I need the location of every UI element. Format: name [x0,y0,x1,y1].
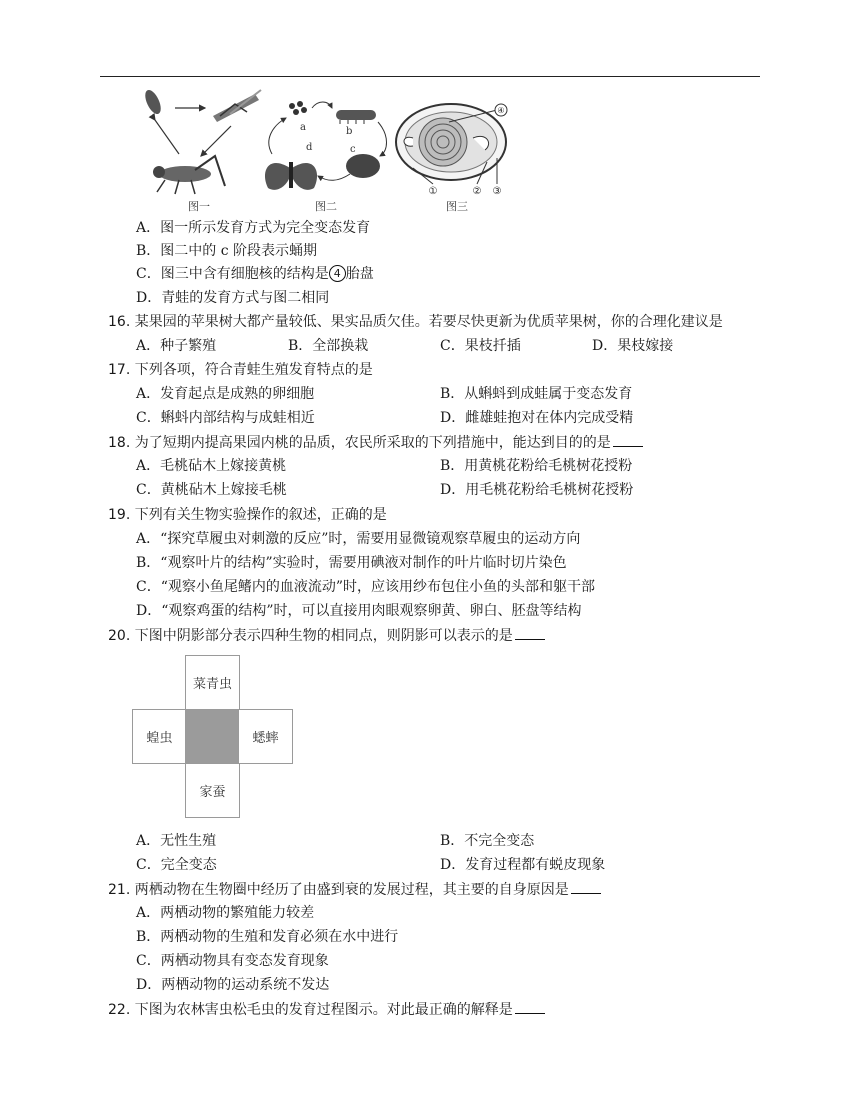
q20-option-c: C．完全变态 [136,857,217,873]
q22-text: 下图为农林害虫松毛虫的发育过程图示。对此最正确的解释是 [134,1002,513,1018]
q21-stem [108,879,601,900]
figure-two-caption: 图二 [315,200,337,213]
q21-number: 21. [108,882,131,898]
header-rule [100,76,760,77]
grid-cell-left: 蝗虫 [132,709,187,764]
larva-icon [336,110,376,124]
circled-number: 4 [329,265,346,282]
q15-option-d: D．青蛙的发育方式与图二相同 [136,290,330,306]
q16-option-d: D．果枝嫁接 [592,338,674,354]
q19-number: 19. [108,507,131,523]
q19-option-d: D．“观察鸡蛋的结构”时，可以直接用肉眼观察卵黄、卵白、胚盘等结构 [136,603,582,619]
q18-stem [108,432,643,453]
q21-option-a: A．两栖动物的繁殖能力较差 [136,905,315,921]
q16-number: 16. [108,314,131,330]
chalaza-left [404,137,413,146]
q17-option-a: A．发育起点是成熟的卵细胞 [136,386,315,402]
q21-option-d: D．两栖动物的运动系统不发达 [136,977,330,993]
figure-two-butterfly [258,96,393,214]
q21-option-c: C．两栖动物具有变态发育现象 [136,953,329,969]
label-2: ② [472,186,482,197]
grid-cell-top: 菜青虫 [185,655,240,710]
q21-option-b: B．两栖动物的生殖和发育必须在水中进行 [136,929,399,945]
q17-option-c: C．蝌蚪内部结构与成蛙相近 [136,410,315,426]
q20-option-a: A．无性生殖 [136,833,217,849]
q18-option-d: D．用毛桃花粉给毛桃树花授粉 [440,482,634,498]
q16-option-c: C．果枝扦插 [440,338,521,354]
q19-stem [108,505,387,525]
q17-option-b: B．从蝌蚪到成蛙属于变态发育 [440,386,633,402]
q19-option-b: B．“观察叶片的结构”实验时，需要用碘液对制作的叶片临时切片染色 [136,555,567,571]
q22-number: 22. [108,1002,131,1018]
q18-option-a: A．毛桃砧木上嫁接黄桃 [136,458,287,474]
label-1: ① [428,186,438,197]
venn-cross-grid [132,655,292,820]
q15-option-c-tail: 胎盘 [345,266,374,282]
answer-blank [613,432,643,447]
answer-blank [515,999,545,1014]
q18-option-c: C．黄桃砧木上嫁接毛桃 [136,482,287,498]
figure-one-grasshopper [135,86,265,214]
answer-blank [515,625,545,640]
q15-option-c-text: C．图三中含有细胞核的结构是 [136,266,329,282]
q20-option-b: B．不完全变态 [440,833,535,849]
grid-cell-shaded [185,709,240,764]
q20-stem [108,625,545,646]
answer-blank [571,879,601,894]
yolk [419,118,467,166]
q18-number: 18. [108,435,131,451]
adult-moth-icon [265,162,317,190]
label-4: ④ [497,106,505,115]
q18-option-b: B．用黄桃花粉给毛桃树花授粉 [440,458,633,474]
q20-text: 下图中阴影部分表示四种生物的相同点，则阴影可以表示的是 [134,628,513,644]
figure-one-caption: 图一 [188,200,210,213]
q21-text: 两栖动物在生物圈中经历了由盛到衰的发展过程，其主要的自身原因是 [134,882,569,898]
q19-text: 下列有关生物实验操作的叙述，正确的是 [134,507,387,523]
figure-three-caption: 图三 [446,200,468,213]
stage-d-label: d [306,142,313,153]
grid-cell-bottom: 家蚕 [185,763,240,818]
label-3: ③ [492,186,502,197]
adult-grasshopper-icon [213,90,261,122]
q17-option-d: D．雌雄蛙抱对在体内完成受精 [440,410,634,426]
stage-c-label: c [350,144,356,155]
q15-option-a: A．图一所示发育方式为完全变态发育 [136,220,371,236]
pupa-icon [346,154,380,178]
q15-option-b: B．图二中的 c 阶段表示蛹期 [136,243,318,259]
q16-stem [108,312,723,332]
q20-number: 20. [108,628,131,644]
stage-b-label: b [346,126,353,137]
q17-text: 下列各项，符合青蛙生殖发育特点的是 [134,362,373,378]
q22-stem [108,999,545,1020]
q19-option-a: A．“探究草履虫对刺激的反应”时，需要用显微镜观察草履虫的运动方向 [136,531,581,547]
figure-three-egg [393,98,523,214]
q19-option-c: C．“观察小鱼尾鳍内的血液流动”时，应该用纱布包住小鱼的头部和躯干部 [136,579,596,595]
q17-number: 17. [108,362,131,378]
q18-text: 为了短期内提高果园内桃的品质，农民所采取的下列措施中，能达到目的的是 [134,435,611,451]
q17-stem [108,360,373,380]
q16-text: 某果园的苹果树大都产量较低、果实品质欠佳。若要尽快更新为优质苹果树，你的合理化建议是 [134,314,723,330]
q16-option-b: B．全部换栽 [288,338,369,354]
stage-a-label: a [300,122,306,133]
q16-option-a: A．种子繁殖 [136,338,217,354]
q20-option-d: D．发育过程都有蜕皮现象 [440,857,606,873]
grid-cell-right: 蟋蟀 [238,709,293,764]
q15-option-c [136,264,374,284]
eggs-icon [289,101,307,115]
egg-icon [142,88,164,117]
nymph-grasshopper-icon [153,156,225,194]
